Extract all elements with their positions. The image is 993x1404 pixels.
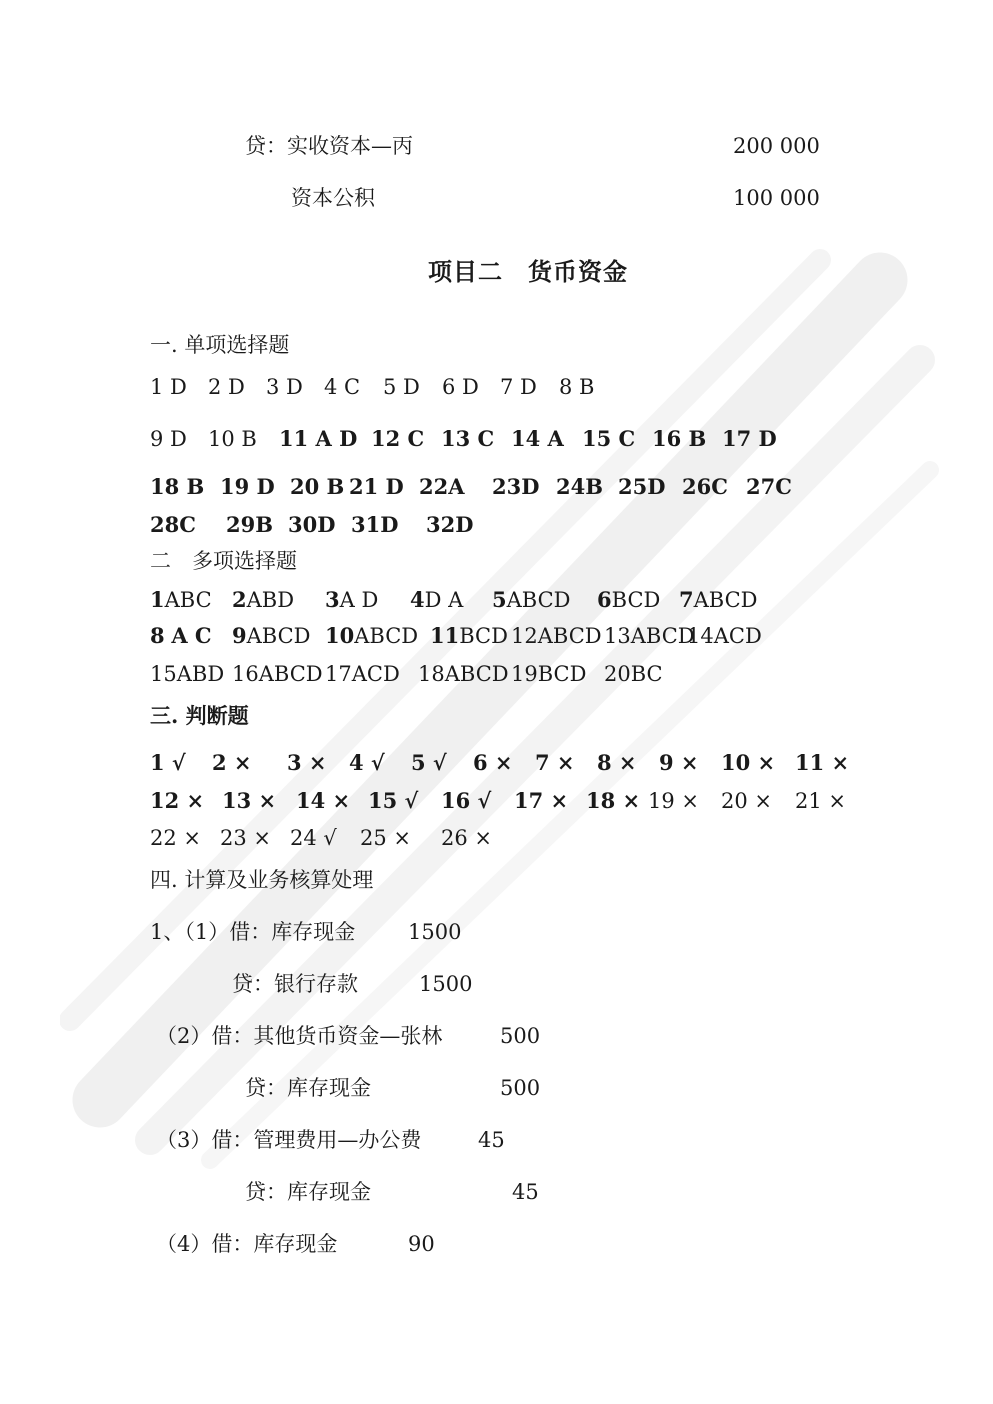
answer-31: 31D bbox=[351, 512, 399, 537]
answer-17: 17 D bbox=[722, 426, 777, 451]
entry-2-credit: 贷：库存现金 bbox=[245, 1076, 371, 1100]
credit-entry-amount: 200 000 bbox=[733, 134, 820, 158]
entry-1-1-debit-amount: 1500 bbox=[408, 920, 462, 944]
tf-answer-14: 14 × bbox=[296, 788, 351, 813]
answer-25: 25D bbox=[618, 474, 666, 499]
tf-answer-6: 6 × bbox=[473, 750, 513, 775]
entry-3-credit-amount: 45 bbox=[512, 1180, 539, 1204]
tf-answer-9: 9 × bbox=[659, 750, 699, 775]
entry-1-1-debit: 1、（1）借：库存现金 bbox=[150, 920, 356, 944]
single-choice-heading: 一. 单项选择题 bbox=[150, 333, 290, 357]
answer-14: 14 A bbox=[511, 426, 564, 451]
answer-8: 8 B bbox=[559, 375, 595, 399]
tf-answer-2: 2 × bbox=[212, 750, 252, 775]
entry-1-1-credit-amount: 1500 bbox=[419, 972, 473, 996]
tf-answer-12: 12 × bbox=[150, 788, 205, 813]
tf-answer-11: 11 × bbox=[795, 750, 850, 775]
tf-answer-19: 19 × bbox=[648, 789, 699, 813]
answer-1: 1 D bbox=[150, 375, 187, 399]
answer-4: 4 C bbox=[324, 375, 361, 399]
answer-10: 10 B bbox=[208, 427, 257, 451]
entry-2-credit-amount: 500 bbox=[500, 1076, 541, 1100]
answer-23: 23D bbox=[492, 474, 540, 499]
answer-28: 28C bbox=[150, 512, 196, 537]
tf-answer-13: 13 × bbox=[222, 788, 277, 813]
answer-20: 20 B bbox=[290, 474, 345, 499]
answer-6: 6 D bbox=[442, 375, 479, 399]
tf-answer-20: 20 × bbox=[721, 789, 772, 813]
capital-reserve-line: 资本公积 bbox=[291, 186, 375, 210]
entry-2-debit: （2）借：其他货币资金—张林 bbox=[156, 1024, 443, 1048]
answer-18: 18 B bbox=[150, 474, 205, 499]
tf-answer-24: 24 √ bbox=[290, 826, 337, 850]
mc-answer-3: 3A D bbox=[325, 587, 379, 612]
answer-19: 19 D bbox=[220, 474, 275, 499]
mc-answer-8: 8 A C bbox=[150, 623, 212, 648]
mc-answer-13: 13ABCD bbox=[604, 624, 695, 648]
mc-answer-6: 6BCD bbox=[597, 587, 661, 612]
entry-4-debit-amount: 90 bbox=[408, 1232, 435, 1256]
answer-13: 13 C bbox=[441, 426, 495, 451]
tf-answer-18: 18 × bbox=[586, 788, 641, 813]
mc-answer-19: 19BCD bbox=[511, 662, 587, 686]
answer-5: 5 D bbox=[383, 375, 420, 399]
entry-3-credit: 贷：库存现金 bbox=[245, 1180, 371, 1204]
mc-answer-16: 16ABCD bbox=[232, 662, 323, 686]
tf-answer-21: 21 × bbox=[795, 789, 846, 813]
mc-answer-7: 7ABCD bbox=[679, 587, 758, 612]
tf-answer-26: 26 × bbox=[441, 826, 492, 850]
tf-answer-10: 10 × bbox=[721, 750, 776, 775]
answer-22: 22A bbox=[419, 474, 465, 499]
answer-26: 26C bbox=[682, 474, 728, 499]
mc-answer-10: 10ABCD bbox=[325, 623, 419, 648]
calculation-heading: 四. 计算及业务核算处理 bbox=[150, 868, 374, 892]
answer-11: 11 A D bbox=[279, 426, 358, 451]
mc-answer-14: 14ACD bbox=[687, 624, 762, 648]
mc-answer-1: 1ABC bbox=[150, 587, 212, 612]
tf-answer-8: 8 × bbox=[597, 750, 637, 775]
tf-answer-1: 1 √ bbox=[150, 750, 186, 775]
mc-answer-17: 17ACD bbox=[325, 662, 400, 686]
answer-24: 24B bbox=[556, 474, 603, 499]
mc-answer-18: 18ABCD bbox=[418, 662, 509, 686]
mc-answer-5: 5ABCD bbox=[492, 587, 571, 612]
tf-answer-22: 22 × bbox=[150, 826, 201, 850]
multiple-choice-heading: 二 多项选择题 bbox=[150, 549, 297, 573]
entry-2-debit-amount: 500 bbox=[500, 1024, 541, 1048]
answer-30: 30D bbox=[288, 512, 336, 537]
answer-7: 7 D bbox=[500, 375, 537, 399]
answer-9: 9 D bbox=[150, 427, 187, 451]
tf-answer-3: 3 × bbox=[287, 750, 327, 775]
mc-answer-9: 9ABCD bbox=[232, 623, 311, 648]
answer-29: 29B bbox=[226, 512, 273, 537]
entry-3-debit: （3）借：管理费用—办公费 bbox=[156, 1128, 422, 1152]
mc-answer-12: 12ABCD bbox=[511, 624, 602, 648]
mc-answer-2: 2ABD bbox=[232, 587, 295, 612]
true-false-heading: 三. 判断题 bbox=[150, 703, 249, 728]
tf-answer-16: 16 √ bbox=[441, 788, 492, 813]
credit-entry-line: 贷：实收资本—丙 bbox=[245, 134, 413, 158]
answer-15: 15 C bbox=[582, 426, 636, 451]
entry-4-debit: （4）借：库存现金 bbox=[156, 1232, 338, 1256]
tf-answer-4: 4 √ bbox=[349, 750, 385, 775]
answer-32: 32D bbox=[426, 512, 474, 537]
entry-3-debit-amount: 45 bbox=[478, 1128, 505, 1152]
tf-answer-5: 5 √ bbox=[411, 750, 447, 775]
answer-16: 16 B bbox=[652, 426, 707, 451]
answer-21: 21 D bbox=[349, 474, 404, 499]
mc-answer-15: 15ABD bbox=[150, 662, 225, 686]
answer-2: 2 D bbox=[208, 375, 245, 399]
mc-answer-11: 11BCD bbox=[430, 623, 508, 648]
answer-12: 12 C bbox=[371, 426, 425, 451]
tf-answer-15: 15 √ bbox=[368, 788, 419, 813]
tf-answer-23: 23 × bbox=[220, 826, 271, 850]
mc-answer-20: 20BC bbox=[604, 662, 663, 686]
section-title: 项目二 货币资金 bbox=[428, 257, 628, 286]
tf-answer-17: 17 × bbox=[514, 788, 569, 813]
tf-answer-7: 7 × bbox=[535, 750, 575, 775]
answer-3: 3 D bbox=[266, 375, 303, 399]
entry-1-1-credit: 贷：银行存款 bbox=[232, 972, 358, 996]
tf-answer-25: 25 × bbox=[360, 826, 411, 850]
mc-answer-4: 4D A bbox=[410, 587, 464, 612]
capital-reserve-amount: 100 000 bbox=[733, 186, 820, 210]
answer-27: 27C bbox=[746, 474, 792, 499]
